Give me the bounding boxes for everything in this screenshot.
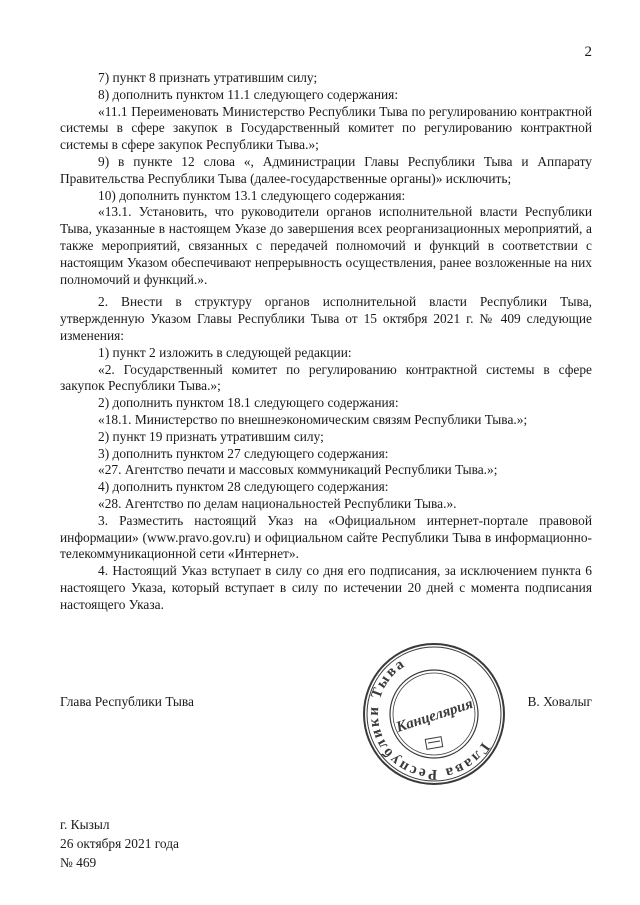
stamp-center-text: Канцелярия (394, 695, 475, 736)
paragraph-subitem-4: 4) дополнить пунктом 28 следующего содержания: (98, 479, 389, 495)
paragraph-item-10: 10) дополнить пунктом 13.1 следующего содержания: (98, 187, 406, 203)
paragraph-quote-27: «27. Агентство печати и массовых коммуникаций Республики Тыва.»; (98, 462, 498, 478)
paragraph-section-4: 4. Настоящий Указ вступает в силу со дня его подписания, за исключением пункта 6 настоящего Указа, который вступает в силу по истечении 20 дней с момента подписания настоящего Указа. (60, 563, 592, 612)
paragraph-quote-13-1: «13.1. Установить, что руководители органов исполнительной власти Республики Тыва, указанные в настоящем Указе до завершения всех реорганизационных мероприятий, а также мероприятий, связанных с передачей полномочий и функций в соответствии с настоящим Указом обеспечивают непрерывность осуществления, ранее возложенные на них полномочий и функций.». (60, 204, 592, 287)
paragraph-subitem-3: 3) дополнить пунктом 27 следующего содержания: (98, 445, 389, 461)
document-footer (60, 815, 179, 872)
paragraph-subitem-2b: 2) пункт 19 признать утратившим силу; (98, 428, 324, 444)
stamp-ring-text: Глава Республики Тыва (365, 655, 493, 783)
paragraph-section-3: 3. Разместить настоящий Указ на «Официальном интернет-портале правовой информации» (www.pravo.gov.ru) и официальном сайте Республики Тыва в информационно-телекоммуникационной сети «Интернет». (60, 512, 592, 562)
paragraph-item-8: 8) дополнить пунктом 11.1 следующего содержания: (98, 86, 399, 102)
paragraph-quote-28: «28. Агентство по делам национальностей Республики Тыва.». (98, 495, 457, 511)
paragraph-section-2: 2. Внести в структуру органов исполнительной власти Республики Тыва, утвержденную Указом Главы Республики Тыва от 15 октября 2021 г. № 409 следующие изменения: (60, 294, 592, 343)
footer-number: № 469 (60, 855, 97, 870)
official-stamp-icon (360, 640, 508, 788)
page-number: 2 (584, 44, 592, 60)
paragraph-quote-2: «2. Государственный комитет по регулированию контрактной системы в сфере закупок Республики Тыва.»; (60, 361, 592, 394)
paragraph-item-9: 9) в пункте 12 слова «, Администрации Главы Республики Тыва и Аппарату Правительства Республики Тыва (далее-государственные органы)» исключить; (60, 153, 592, 186)
footer-date: 26 октября 2021 года (60, 836, 179, 851)
paragraph-quote-11-1: «11.1 Переименовать Министерство Республики Тыва по регулированию контрактной системы в сфере закупок в Государственный комитет по регулированию контрактной системы в сфере закупок Республики Тыва.»; (60, 103, 592, 153)
paragraph-item-7: 7) пункт 8 признать утратившим силу; (98, 70, 318, 85)
document-body (60, 70, 592, 614)
footer-city: г. Кызыл (60, 817, 110, 832)
paragraph-subitem-1: 1) пункт 2 изложить в следующей редакции: (98, 344, 352, 360)
signatory-name: В. Ховалыг (527, 694, 592, 709)
stamp-emblem (425, 737, 442, 750)
paragraph-subitem-2a: 2) дополнить пунктом 18.1 следующего содержания: (98, 395, 399, 411)
paragraph-quote-18-1: «18.1. Министерство по внешнеэкономическим связям Республики Тыва.»; (98, 411, 528, 427)
signatory-position: Глава Республики Тыва (60, 694, 194, 709)
